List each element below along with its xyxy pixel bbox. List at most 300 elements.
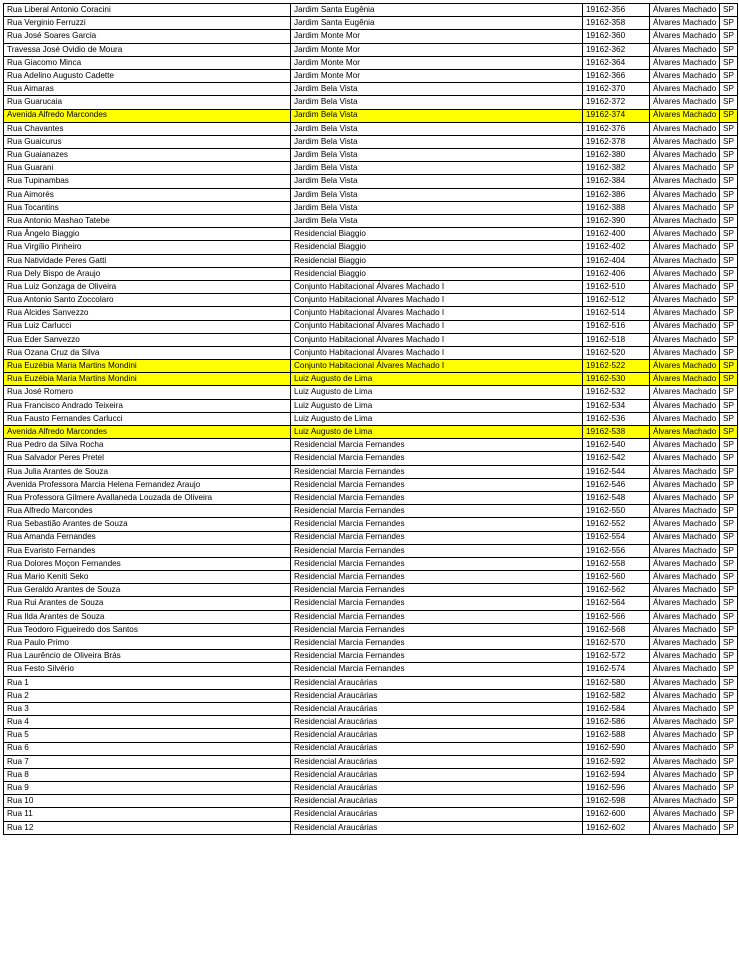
cell-city: Álvares Machado xyxy=(650,280,720,293)
cell-state: SP xyxy=(720,69,738,82)
cell-postal-code: 19162-364 xyxy=(583,56,650,69)
table-row xyxy=(4,729,738,742)
cell-state: SP xyxy=(720,122,738,135)
cell-street: Rua 4 xyxy=(4,716,291,729)
cell-neighborhood: Residencial Marcia Fernandes xyxy=(291,491,583,504)
table-row xyxy=(4,373,738,386)
cell-city: Álvares Machado xyxy=(650,30,720,43)
cell-city: Álvares Machado xyxy=(650,597,720,610)
cell-neighborhood: Residencial Araucárias xyxy=(291,821,583,834)
cell-postal-code: 19162-556 xyxy=(583,544,650,557)
cell-neighborhood: Residencial Araucárias xyxy=(291,742,583,755)
table-row xyxy=(4,333,738,346)
table-row xyxy=(4,768,738,781)
cell-state: SP xyxy=(720,663,738,676)
cell-street: Rua Aimaras xyxy=(4,83,291,96)
cell-neighborhood: Conjunto Habitacional Álvares Machado I xyxy=(291,346,583,359)
cell-state: SP xyxy=(720,17,738,30)
cell-city: Álvares Machado xyxy=(650,149,720,162)
cell-street: Rua 6 xyxy=(4,742,291,755)
table-row xyxy=(4,17,738,30)
table-row xyxy=(4,716,738,729)
cell-city: Álvares Machado xyxy=(650,505,720,518)
cell-postal-code: 19162-514 xyxy=(583,307,650,320)
cell-state: SP xyxy=(720,30,738,43)
cell-state: SP xyxy=(720,452,738,465)
cell-city: Álvares Machado xyxy=(650,4,720,17)
cell-city: Álvares Machado xyxy=(650,254,720,267)
cell-street: Rua Julia Arantes de Souza xyxy=(4,465,291,478)
cell-city: Álvares Machado xyxy=(650,821,720,834)
cell-city: Álvares Machado xyxy=(650,716,720,729)
cell-city: Álvares Machado xyxy=(650,571,720,584)
cell-street: Rua 1 xyxy=(4,676,291,689)
cell-neighborhood: Jardim Bela Vista xyxy=(291,122,583,135)
table-row xyxy=(4,650,738,663)
cell-postal-code: 19162-564 xyxy=(583,597,650,610)
cell-city: Álvares Machado xyxy=(650,241,720,254)
cell-postal-code: 19162-544 xyxy=(583,465,650,478)
cell-neighborhood: Residencial Biaggio xyxy=(291,241,583,254)
table-row xyxy=(4,175,738,188)
cell-street: Rua Ângelo Biaggio xyxy=(4,228,291,241)
cell-street: Avenida Professora Marcia Helena Fernandez Araujo xyxy=(4,478,291,491)
cell-state: SP xyxy=(720,478,738,491)
cell-neighborhood: Jardim Monte Mor xyxy=(291,56,583,69)
cell-neighborhood: Residencial Marcia Fernandes xyxy=(291,571,583,584)
cell-neighborhood: Jardim Santa Eugênia xyxy=(291,4,583,17)
cell-street: Rua Dolores Moçon Fernandes xyxy=(4,557,291,570)
cell-city: Álvares Machado xyxy=(650,426,720,439)
cell-postal-code: 19162-520 xyxy=(583,346,650,359)
cell-postal-code: 19162-572 xyxy=(583,650,650,663)
cell-postal-code: 19162-512 xyxy=(583,294,650,307)
cell-state: SP xyxy=(720,571,738,584)
cell-neighborhood: Residencial Marcia Fernandes xyxy=(291,518,583,531)
cell-neighborhood: Jardim Bela Vista xyxy=(291,175,583,188)
cell-postal-code: 19162-400 xyxy=(583,228,650,241)
cell-street: Rua Antonio Santo Zoccolaro xyxy=(4,294,291,307)
cell-city: Álvares Machado xyxy=(650,610,720,623)
table-row xyxy=(4,505,738,518)
table-body xyxy=(4,4,738,835)
cell-postal-code: 19162-536 xyxy=(583,412,650,425)
cell-neighborhood: Jardim Santa Eugênia xyxy=(291,17,583,30)
cell-city: Álvares Machado xyxy=(650,386,720,399)
cell-street: Rua José Romero xyxy=(4,386,291,399)
cell-state: SP xyxy=(720,755,738,768)
cell-city: Álvares Machado xyxy=(650,69,720,82)
cell-state: SP xyxy=(720,320,738,333)
cell-street: Rua Alfredo Marcondes xyxy=(4,505,291,518)
cell-city: Álvares Machado xyxy=(650,56,720,69)
table-row xyxy=(4,228,738,241)
cell-city: Álvares Machado xyxy=(650,702,720,715)
cell-state: SP xyxy=(720,795,738,808)
cell-postal-code: 19162-554 xyxy=(583,531,650,544)
cell-state: SP xyxy=(720,254,738,267)
table-row xyxy=(4,782,738,795)
cell-state: SP xyxy=(720,149,738,162)
table-row xyxy=(4,386,738,399)
cell-postal-code: 19162-530 xyxy=(583,373,650,386)
cell-street: Rua Teodoro Figueiredo dos Santos xyxy=(4,623,291,636)
table-row xyxy=(4,30,738,43)
table-row xyxy=(4,162,738,175)
cell-street: Rua Ozana Cruz da Silva xyxy=(4,346,291,359)
cell-postal-code: 19162-356 xyxy=(583,4,650,17)
cell-city: Álvares Machado xyxy=(650,478,720,491)
cell-state: SP xyxy=(720,135,738,148)
cell-postal-code: 19162-402 xyxy=(583,241,650,254)
cell-city: Álvares Machado xyxy=(650,162,720,175)
cell-postal-code: 19162-510 xyxy=(583,280,650,293)
cell-postal-code: 19162-550 xyxy=(583,505,650,518)
cell-state: SP xyxy=(720,637,738,650)
cell-city: Álvares Machado xyxy=(650,17,720,30)
cell-postal-code: 19162-382 xyxy=(583,162,650,175)
cell-state: SP xyxy=(720,610,738,623)
cell-postal-code: 19162-592 xyxy=(583,755,650,768)
table-row xyxy=(4,122,738,135)
cell-street: Rua Virgílio Pinheiro xyxy=(4,241,291,254)
cell-street: Rua Verginio Ferruzzi xyxy=(4,17,291,30)
cell-city: Álvares Machado xyxy=(650,584,720,597)
cell-street: Rua Pedro da Silva Rocha xyxy=(4,439,291,452)
cell-street: Avenida Alfredo Marcondes xyxy=(4,426,291,439)
cell-street: Rua Francisco Andrado Teixeira xyxy=(4,399,291,412)
cell-neighborhood: Jardim Bela Vista xyxy=(291,201,583,214)
cell-neighborhood: Residencial Marcia Fernandes xyxy=(291,637,583,650)
cell-neighborhood: Residencial Marcia Fernandes xyxy=(291,531,583,544)
cell-street: Rua Tupinambas xyxy=(4,175,291,188)
cell-state: SP xyxy=(720,650,738,663)
table-row xyxy=(4,83,738,96)
cell-postal-code: 19162-534 xyxy=(583,399,650,412)
table-row xyxy=(4,426,738,439)
cell-street: Rua Fausto Fernandes Carlucci xyxy=(4,412,291,425)
cell-street: Rua Euzébia Maria Martins Mondini xyxy=(4,373,291,386)
cell-city: Álvares Machado xyxy=(650,215,720,228)
cell-street: Rua Dely Bispo de Araujo xyxy=(4,267,291,280)
table-row xyxy=(4,109,738,122)
cell-state: SP xyxy=(720,623,738,636)
cell-city: Álvares Machado xyxy=(650,465,720,478)
cell-neighborhood: Residencial Marcia Fernandes xyxy=(291,544,583,557)
cell-state: SP xyxy=(720,333,738,346)
cell-street: Rua 12 xyxy=(4,821,291,834)
cell-neighborhood: Conjunto Habitacional Álvares Machado I xyxy=(291,280,583,293)
cell-city: Álvares Machado xyxy=(650,135,720,148)
cell-postal-code: 19162-594 xyxy=(583,768,650,781)
cell-postal-code: 19162-538 xyxy=(583,426,650,439)
cell-postal-code: 19162-366 xyxy=(583,69,650,82)
cell-city: Álvares Machado xyxy=(650,320,720,333)
cell-state: SP xyxy=(720,716,738,729)
cell-postal-code: 19162-372 xyxy=(583,96,650,109)
table-row xyxy=(4,623,738,636)
cell-neighborhood: Residencial Marcia Fernandes xyxy=(291,610,583,623)
cell-city: Álvares Machado xyxy=(650,399,720,412)
cell-street: Rua 3 xyxy=(4,702,291,715)
table-row xyxy=(4,702,738,715)
cell-state: SP xyxy=(720,162,738,175)
table-row xyxy=(4,439,738,452)
cell-street: Rua Antonio Mashao Tatebe xyxy=(4,215,291,228)
cell-state: SP xyxy=(720,729,738,742)
table-row xyxy=(4,215,738,228)
cell-city: Álvares Machado xyxy=(650,689,720,702)
cell-street: Rua Professora Gilmere Avallaneda Louzada de Oliveira xyxy=(4,491,291,504)
cell-street: Rua Festo Silvério xyxy=(4,663,291,676)
table-row xyxy=(4,69,738,82)
cell-neighborhood: Residencial Biaggio xyxy=(291,254,583,267)
cell-street: Rua 9 xyxy=(4,782,291,795)
cell-street: Rua Sebastião Arantes de Souza xyxy=(4,518,291,531)
table-row xyxy=(4,795,738,808)
cell-postal-code: 19162-376 xyxy=(583,122,650,135)
cell-state: SP xyxy=(720,412,738,425)
table-row xyxy=(4,254,738,267)
cell-postal-code: 19162-562 xyxy=(583,584,650,597)
cell-street: Rua Liberal Antonio Coracini xyxy=(4,4,291,17)
cell-state: SP xyxy=(720,808,738,821)
cell-neighborhood: Residencial Marcia Fernandes xyxy=(291,439,583,452)
cell-neighborhood: Residencial Marcia Fernandes xyxy=(291,505,583,518)
cell-postal-code: 19162-390 xyxy=(583,215,650,228)
cell-city: Álvares Machado xyxy=(650,637,720,650)
cell-city: Álvares Machado xyxy=(650,43,720,56)
cell-state: SP xyxy=(720,399,738,412)
cell-postal-code: 19162-582 xyxy=(583,689,650,702)
table-row xyxy=(4,610,738,623)
cell-neighborhood: Jardim Bela Vista xyxy=(291,96,583,109)
cell-neighborhood: Residencial Marcia Fernandes xyxy=(291,557,583,570)
cell-city: Álvares Machado xyxy=(650,531,720,544)
cell-street: Rua Euzébia Maria Martins Mondini xyxy=(4,360,291,373)
cell-neighborhood: Jardim Bela Vista xyxy=(291,215,583,228)
cell-city: Álvares Machado xyxy=(650,782,720,795)
cell-state: SP xyxy=(720,426,738,439)
cell-state: SP xyxy=(720,346,738,359)
table-row xyxy=(4,518,738,531)
cell-neighborhood: Residencial Marcia Fernandes xyxy=(291,465,583,478)
cell-street: Rua Geraldo Arantes de Souza xyxy=(4,584,291,597)
cell-neighborhood: Residencial Marcia Fernandes xyxy=(291,663,583,676)
cell-street: Rua Laurêncio de Oliveira Brás xyxy=(4,650,291,663)
cell-state: SP xyxy=(720,109,738,122)
cell-city: Álvares Machado xyxy=(650,663,720,676)
cell-street: Rua Adelino Augusto Cadette xyxy=(4,69,291,82)
cell-city: Álvares Machado xyxy=(650,83,720,96)
cell-city: Álvares Machado xyxy=(650,623,720,636)
cell-street: Rua 5 xyxy=(4,729,291,742)
cell-state: SP xyxy=(720,557,738,570)
cell-postal-code: 19162-384 xyxy=(583,175,650,188)
table-row xyxy=(4,544,738,557)
cell-state: SP xyxy=(720,544,738,557)
cell-neighborhood: Jardim Bela Vista xyxy=(291,188,583,201)
cell-street: Rua 8 xyxy=(4,768,291,781)
cell-postal-code: 19162-388 xyxy=(583,201,650,214)
cell-neighborhood: Luiz Augusto de Lima xyxy=(291,386,583,399)
street-listing-table xyxy=(3,3,738,835)
table-row xyxy=(4,201,738,214)
cell-postal-code: 19162-386 xyxy=(583,188,650,201)
cell-neighborhood: Residencial Biaggio xyxy=(291,228,583,241)
cell-neighborhood: Residencial Marcia Fernandes xyxy=(291,452,583,465)
cell-state: SP xyxy=(720,373,738,386)
cell-neighborhood: Jardim Bela Vista xyxy=(291,109,583,122)
cell-street: Rua Luiz Carlucci xyxy=(4,320,291,333)
table-row xyxy=(4,241,738,254)
cell-neighborhood: Jardim Monte Mor xyxy=(291,69,583,82)
cell-postal-code: 19162-586 xyxy=(583,716,650,729)
cell-postal-code: 19162-378 xyxy=(583,135,650,148)
cell-postal-code: 19162-548 xyxy=(583,491,650,504)
cell-city: Álvares Machado xyxy=(650,201,720,214)
cell-neighborhood: Residencial Marcia Fernandes xyxy=(291,623,583,636)
cell-city: Álvares Machado xyxy=(650,294,720,307)
cell-state: SP xyxy=(720,768,738,781)
cell-postal-code: 19162-588 xyxy=(583,729,650,742)
table-row xyxy=(4,465,738,478)
cell-street: Rua Guaicurus xyxy=(4,135,291,148)
cell-state: SP xyxy=(720,386,738,399)
cell-neighborhood: Jardim Bela Vista xyxy=(291,83,583,96)
table-row xyxy=(4,755,738,768)
cell-postal-code: 19162-552 xyxy=(583,518,650,531)
cell-city: Álvares Machado xyxy=(650,109,720,122)
cell-street: Rua Luiz Gonzaga de Oliveira xyxy=(4,280,291,293)
cell-state: SP xyxy=(720,742,738,755)
cell-street: Rua Alcides Sanvezzo xyxy=(4,307,291,320)
cell-street: Rua 2 xyxy=(4,689,291,702)
cell-neighborhood: Residencial Marcia Fernandes xyxy=(291,478,583,491)
cell-city: Álvares Machado xyxy=(650,175,720,188)
cell-street: Rua 7 xyxy=(4,755,291,768)
table-row xyxy=(4,452,738,465)
cell-state: SP xyxy=(720,175,738,188)
cell-city: Álvares Machado xyxy=(650,346,720,359)
table-row xyxy=(4,491,738,504)
cell-neighborhood: Jardim Bela Vista xyxy=(291,149,583,162)
table-row xyxy=(4,294,738,307)
cell-neighborhood: Jardim Bela Vista xyxy=(291,162,583,175)
cell-postal-code: 19162-568 xyxy=(583,623,650,636)
cell-city: Álvares Machado xyxy=(650,452,720,465)
table-row xyxy=(4,267,738,280)
cell-neighborhood: Residencial Marcia Fernandes xyxy=(291,597,583,610)
cell-neighborhood: Jardim Bela Vista xyxy=(291,135,583,148)
cell-street: Rua Amanda Fernandes xyxy=(4,531,291,544)
cell-state: SP xyxy=(720,531,738,544)
cell-state: SP xyxy=(720,702,738,715)
table-row xyxy=(4,360,738,373)
table-row xyxy=(4,689,738,702)
table-row xyxy=(4,43,738,56)
cell-state: SP xyxy=(720,201,738,214)
table-row xyxy=(4,637,738,650)
cell-street: Rua Aimorés xyxy=(4,188,291,201)
cell-state: SP xyxy=(720,241,738,254)
cell-city: Álvares Machado xyxy=(650,491,720,504)
cell-state: SP xyxy=(720,188,738,201)
cell-street: Rua Guarani xyxy=(4,162,291,175)
cell-street: Rua Giacomo Minca xyxy=(4,56,291,69)
cell-neighborhood: Residencial Araucárias xyxy=(291,676,583,689)
cell-street: Avenida Alfredo Marcondes xyxy=(4,109,291,122)
cell-neighborhood: Residencial Biaggio xyxy=(291,267,583,280)
cell-neighborhood: Residencial Araucárias xyxy=(291,716,583,729)
table-row xyxy=(4,663,738,676)
table-row xyxy=(4,320,738,333)
cell-neighborhood: Residencial Araucárias xyxy=(291,808,583,821)
cell-state: SP xyxy=(720,280,738,293)
cell-state: SP xyxy=(720,294,738,307)
cell-state: SP xyxy=(720,83,738,96)
table-row xyxy=(4,742,738,755)
cell-state: SP xyxy=(720,597,738,610)
cell-state: SP xyxy=(720,215,738,228)
table-row xyxy=(4,584,738,597)
cell-city: Álvares Machado xyxy=(650,742,720,755)
cell-postal-code: 19162-580 xyxy=(583,676,650,689)
cell-postal-code: 19162-532 xyxy=(583,386,650,399)
cell-street: Rua Natividade Peres Gatti xyxy=(4,254,291,267)
cell-postal-code: 19162-566 xyxy=(583,610,650,623)
cell-postal-code: 19162-542 xyxy=(583,452,650,465)
table-row xyxy=(4,531,738,544)
cell-city: Álvares Machado xyxy=(650,544,720,557)
cell-state: SP xyxy=(720,96,738,109)
cell-street: Rua 10 xyxy=(4,795,291,808)
cell-neighborhood: Residencial Araucárias xyxy=(291,729,583,742)
cell-state: SP xyxy=(720,360,738,373)
cell-state: SP xyxy=(720,505,738,518)
cell-state: SP xyxy=(720,689,738,702)
cell-neighborhood: Conjunto Habitacional Álvares Machado I xyxy=(291,360,583,373)
cell-postal-code: 19162-602 xyxy=(583,821,650,834)
cell-neighborhood: Residencial Araucárias xyxy=(291,795,583,808)
cell-neighborhood: Luiz Augusto de Lima xyxy=(291,399,583,412)
cell-postal-code: 19162-374 xyxy=(583,109,650,122)
cell-neighborhood: Residencial Marcia Fernandes xyxy=(291,650,583,663)
table-row xyxy=(4,280,738,293)
table-row xyxy=(4,96,738,109)
cell-postal-code: 19162-404 xyxy=(583,254,650,267)
cell-postal-code: 19162-406 xyxy=(583,267,650,280)
cell-neighborhood: Conjunto Habitacional Álvares Machado I xyxy=(291,307,583,320)
cell-state: SP xyxy=(720,307,738,320)
cell-neighborhood: Residencial Araucárias xyxy=(291,782,583,795)
cell-city: Álvares Machado xyxy=(650,267,720,280)
cell-postal-code: 19162-558 xyxy=(583,557,650,570)
table-row xyxy=(4,676,738,689)
cell-neighborhood: Conjunto Habitacional Álvares Machado I xyxy=(291,294,583,307)
cell-postal-code: 19162-584 xyxy=(583,702,650,715)
cell-city: Álvares Machado xyxy=(650,307,720,320)
cell-city: Álvares Machado xyxy=(650,228,720,241)
cell-city: Álvares Machado xyxy=(650,729,720,742)
cell-postal-code: 19162-362 xyxy=(583,43,650,56)
cell-state: SP xyxy=(720,4,738,17)
cell-city: Álvares Machado xyxy=(650,518,720,531)
cell-street: Travessa José Ovidio de Moura xyxy=(4,43,291,56)
cell-neighborhood: Jardim Monte Mor xyxy=(291,43,583,56)
table-row xyxy=(4,821,738,834)
cell-street: Rua Tocantins xyxy=(4,201,291,214)
